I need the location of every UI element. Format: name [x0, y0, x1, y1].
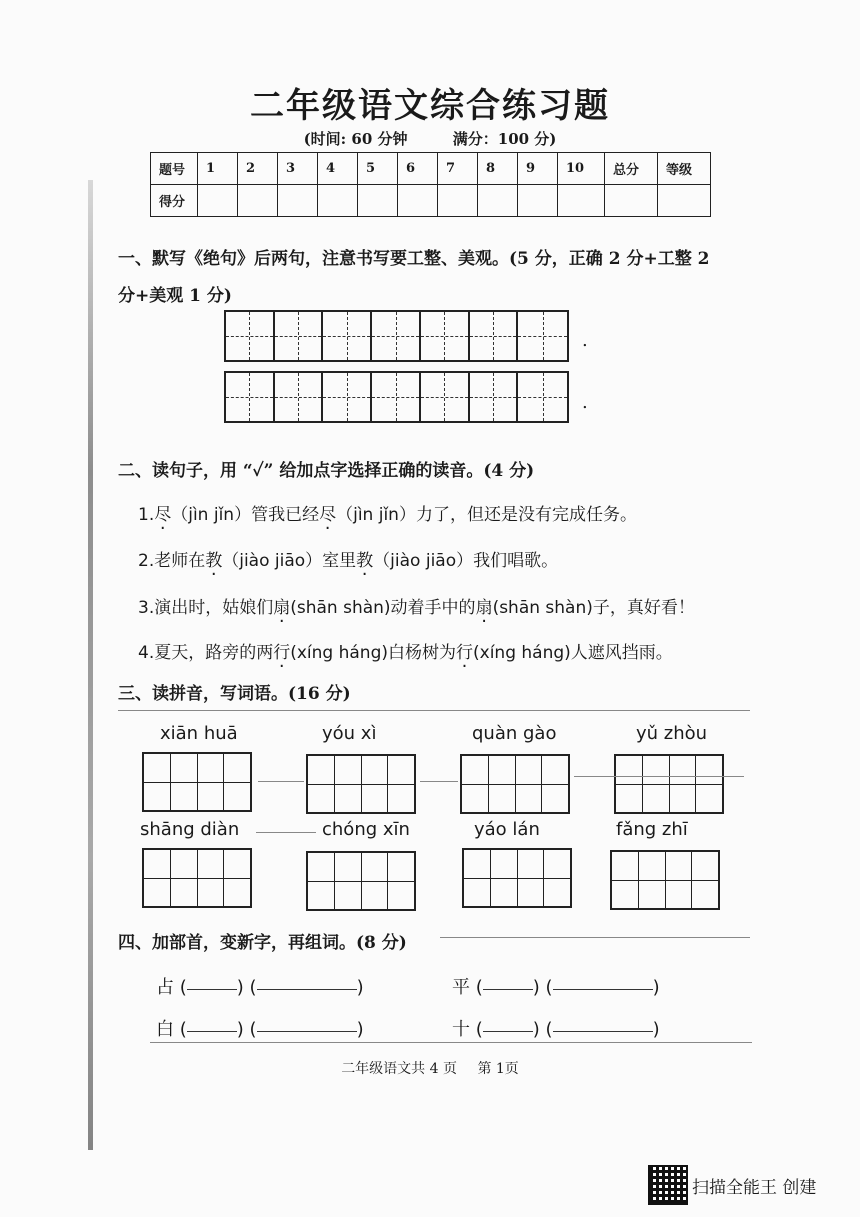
score-input-cell[interactable]: [238, 185, 278, 217]
score-cell: 5: [358, 153, 398, 185]
score-input-cell[interactable]: [558, 185, 605, 217]
pinyin-label: xiān huā: [160, 723, 238, 744]
score-cell: 2: [238, 153, 278, 185]
base-char: 十: [452, 1019, 470, 1040]
score-cell: 1: [198, 153, 238, 185]
pinyin-options[interactable]: (shān shàn)动着手中的: [290, 598, 476, 618]
dotted-char: 行: [456, 643, 474, 663]
radical-exercise: 白 ( ) ( ): [156, 1019, 364, 1040]
section1-heading: 一、默写《绝句》后两句，注意书写要工整、美观。(5 分，正确 2 分+工整 2: [118, 249, 710, 269]
pinyin-label: yǔ zhòu: [636, 723, 708, 744]
score-cell: 7: [438, 153, 478, 185]
score-input-cell[interactable]: [518, 185, 558, 217]
word-blank[interactable]: [257, 987, 357, 990]
pinyin-options[interactable]: （jiào jiāo）我们唱歌。: [373, 551, 559, 571]
word-writing-box[interactable]: [306, 851, 416, 911]
sentence-1: 1.尽（jìn jǐn）管我已经尽（jìn jǐn）力了，但还是没有完成任务。: [138, 500, 637, 525]
pinyin-label: quàn gào: [472, 723, 557, 744]
page-footer: [0, 1058, 860, 1078]
sentence-3: 3.演出时，姑娘们扇(shān shàn)动着手中的扇(shān shàn)子，真好看！: [138, 593, 695, 618]
score-cell: 9: [518, 153, 558, 185]
full-score: 满分：100 分): [452, 130, 557, 148]
guide-line: [150, 1042, 752, 1043]
sentence-2: 2.老师在教（jiào jiāo）室里教（jiào jiāo）我们唱歌。: [138, 546, 558, 571]
guide-line: [118, 710, 750, 711]
period-mark: .: [582, 392, 588, 413]
score-table: [150, 152, 711, 217]
pinyin-label: fǎng zhī: [616, 819, 688, 840]
score-input-cell[interactable]: [478, 185, 518, 217]
section1-heading-cont: 分+美观 1 分): [118, 286, 232, 306]
base-char: 白: [156, 1019, 174, 1040]
pinyin-label: yáo lán: [474, 819, 540, 840]
guide-line: [574, 776, 744, 777]
dotted-char: 扇: [475, 598, 493, 618]
score-input-cell[interactable]: [278, 185, 318, 217]
score-cell: 总分: [605, 153, 658, 185]
score-input-cell[interactable]: [358, 185, 398, 217]
guide-line: [256, 832, 316, 833]
page-total: 二年级语文共 4 页: [341, 1061, 457, 1077]
score-cell: 题号: [151, 153, 198, 185]
writing-grid-line2[interactable]: [224, 371, 569, 423]
word-blank[interactable]: [257, 1029, 357, 1032]
score-input-cell[interactable]: [398, 185, 438, 217]
base-char: 占: [156, 977, 174, 998]
dotted-char: 教: [356, 551, 374, 571]
section2-heading: 二、读句子，用 “✓” 给加点字选择正确的读音。(4 分): [118, 461, 535, 481]
new-char-blank[interactable]: [483, 987, 533, 990]
dotted-char: 行: [273, 643, 291, 663]
word-writing-box[interactable]: [614, 754, 724, 814]
dotted-char: 尽: [154, 505, 172, 525]
pinyin-options[interactable]: (xíng háng)白杨树为: [290, 643, 457, 663]
exam-info: [0, 128, 860, 149]
word-blank[interactable]: [553, 987, 653, 990]
new-char-blank[interactable]: [187, 987, 237, 990]
score-input-cell[interactable]: [658, 185, 711, 217]
score-input-cell[interactable]: [605, 185, 658, 217]
pinyin-label: yóu xì: [322, 723, 377, 744]
writing-grid-line1[interactable]: [224, 310, 569, 362]
word-blank[interactable]: [553, 1029, 653, 1032]
score-input-cell[interactable]: [438, 185, 478, 217]
pinyin-options[interactable]: (shān shàn)子，真好看！: [492, 598, 695, 618]
pinyin-options[interactable]: （jìn jǐn）力了，但还是没有完成任务。: [336, 505, 637, 525]
binding-shadow: [88, 180, 93, 1150]
score-cell: 6: [398, 153, 438, 185]
score-cell: 8: [478, 153, 518, 185]
word-writing-box[interactable]: [142, 752, 252, 812]
radical-exercise: 平 ( ) ( ): [452, 977, 660, 998]
score-cell: 等级: [658, 153, 711, 185]
score-row-label: 得分: [151, 185, 198, 217]
scanner-watermark: 扫描全能王 创建: [692, 1178, 817, 1198]
pinyin-options[interactable]: （jiào jiāo）室里: [222, 551, 357, 571]
score-cell: 4: [318, 153, 358, 185]
time-limit: (时间: 60 分钟: [303, 130, 408, 148]
dotted-char: 扇: [273, 598, 291, 618]
word-writing-box[interactable]: [460, 754, 570, 814]
guide-line: [420, 781, 458, 782]
dotted-char: 尽: [319, 505, 337, 525]
pinyin-options[interactable]: （jìn jǐn）管我已经: [171, 505, 320, 525]
period-mark: .: [582, 330, 588, 351]
qr-code-icon: [648, 1165, 688, 1205]
page-title: 二年级语文综合练习题: [250, 86, 610, 126]
score-cell: 3: [278, 153, 318, 185]
word-writing-box[interactable]: [142, 848, 252, 908]
word-writing-box[interactable]: [306, 754, 416, 814]
base-char: 平: [452, 977, 470, 998]
pinyin-label: shāng diàn: [140, 819, 240, 840]
sentence-4: 4.夏天，路旁的两行(xíng háng)白杨树为行(xíng háng)人遮风挡雨。: [138, 638, 673, 663]
pinyin-options[interactable]: (xíng háng)人遮风挡雨。: [473, 643, 673, 663]
new-char-blank[interactable]: [187, 1029, 237, 1032]
score-input-cell[interactable]: [318, 185, 358, 217]
word-writing-box[interactable]: [462, 848, 572, 908]
section4-heading: 四、加部首，变新字，再组词。(8 分): [118, 933, 407, 953]
section3-heading: 三、读拼音，写词语。(16 分): [118, 684, 351, 704]
radical-exercise: 占 ( ) ( ): [156, 977, 364, 998]
guide-line: [440, 937, 750, 938]
pinyin-label: chóng xīn: [322, 819, 410, 840]
score-cell: 10: [558, 153, 605, 185]
word-writing-box[interactable]: [610, 850, 720, 910]
score-input-cell[interactable]: [198, 185, 238, 217]
score-table-header-row: [151, 153, 711, 185]
page-number: 第 1页: [477, 1061, 519, 1077]
new-char-blank[interactable]: [483, 1029, 533, 1032]
guide-line: [258, 781, 304, 782]
dotted-char: 教: [205, 551, 223, 571]
radical-exercise: 十 ( ) ( ): [452, 1019, 660, 1040]
score-table-score-row: [151, 185, 711, 217]
